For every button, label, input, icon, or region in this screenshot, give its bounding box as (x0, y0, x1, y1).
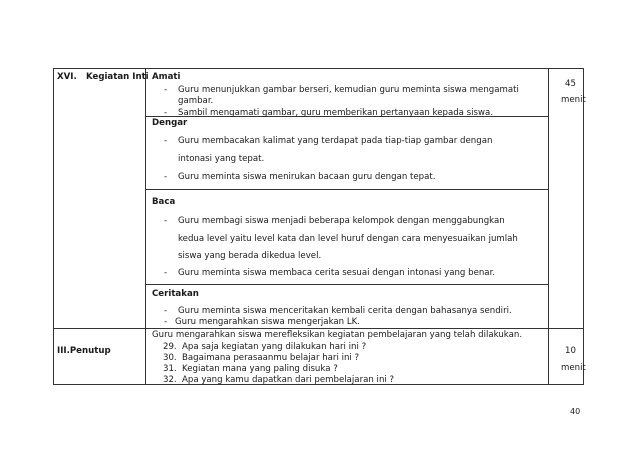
bullet-dash: - (164, 136, 168, 146)
list-item: Guru meminta siswa menirukan bacaan guru dengan tepat. (178, 172, 436, 182)
question-text: Apa saja kegiatan yang dilakukan hari ini ? (182, 342, 367, 352)
list-item: siswa yang berada dikedua level. (178, 251, 322, 261)
question-number: 31. (163, 364, 177, 374)
list-item: kedua level yaitu level kata dan level huruf dengan cara menyesuaikan jumlah (178, 234, 518, 244)
row-label: Kegiatan Inti (86, 72, 149, 82)
section-heading-dengar: Dengar (152, 118, 188, 128)
row-label: III.Penutup (57, 346, 111, 356)
bullet-dash: - (164, 172, 168, 182)
list-item: Guru menunjukkan gambar berseri, kemudian guru meminta siswa mengamati (178, 85, 519, 95)
list-item: Sambil mengamati gambar, guru memberikan pertanyaan kepada siswa. (178, 108, 494, 118)
section-heading-ceritakan: Ceritakan (152, 289, 199, 299)
bullet-dash: - (164, 108, 168, 118)
question-text: Bagaimana perasaanmu belajar hari ini ? (182, 353, 360, 363)
question-number: 30. (163, 353, 177, 363)
question-number: 32. (163, 375, 177, 385)
list-item: Guru mengarahkan siswa mengerjakan LK. (175, 317, 360, 327)
bullet-dash: - (164, 317, 168, 327)
bullet-dash: - (164, 216, 168, 226)
question-number: 29. (163, 342, 177, 352)
duration-unit: menit (561, 363, 586, 373)
section-heading-baca: Baca (152, 197, 176, 207)
bullet-dash: - (164, 268, 168, 278)
question-text: Apa yang kamu dapatkan dari pembelajaran ini ? (182, 375, 395, 385)
duration-value: 45 (565, 79, 576, 89)
list-item: gambar. (178, 96, 214, 106)
page-number: 40 (570, 407, 581, 416)
row-number: XVI. (57, 72, 77, 82)
question-text: Kegiatan mana yang paling disuka ? (182, 364, 338, 374)
duration-unit: menit (561, 95, 586, 105)
section-heading-amati: Amati (152, 72, 181, 82)
duration-value: 10 (565, 346, 576, 356)
list-item: Guru meminta siswa membaca cerita sesuai dengan intonasi yang benar. (178, 268, 496, 278)
closing-intro: Guru mengarahkan siswa merefleksikan kegiatan pembelajaran yang telah dilakukan. (152, 330, 523, 340)
list-item: Guru meminta siswa menceritakan kembali cerita dengan bahasanya sendiri. (178, 306, 512, 316)
list-item: Guru membacakan kalimat yang terdapat pada tiap-tiap gambar dengan (178, 136, 493, 146)
section-divider (145, 189, 549, 190)
row-divider (54, 328, 584, 329)
bullet-dash: - (164, 306, 168, 316)
section-divider (145, 284, 549, 285)
bullet-dash: - (164, 85, 168, 95)
list-item: intonasi yang tepat. (178, 154, 265, 164)
list-item: Guru membagi siswa menjadi beberapa kelompok dengan menggabungkan (178, 216, 505, 226)
